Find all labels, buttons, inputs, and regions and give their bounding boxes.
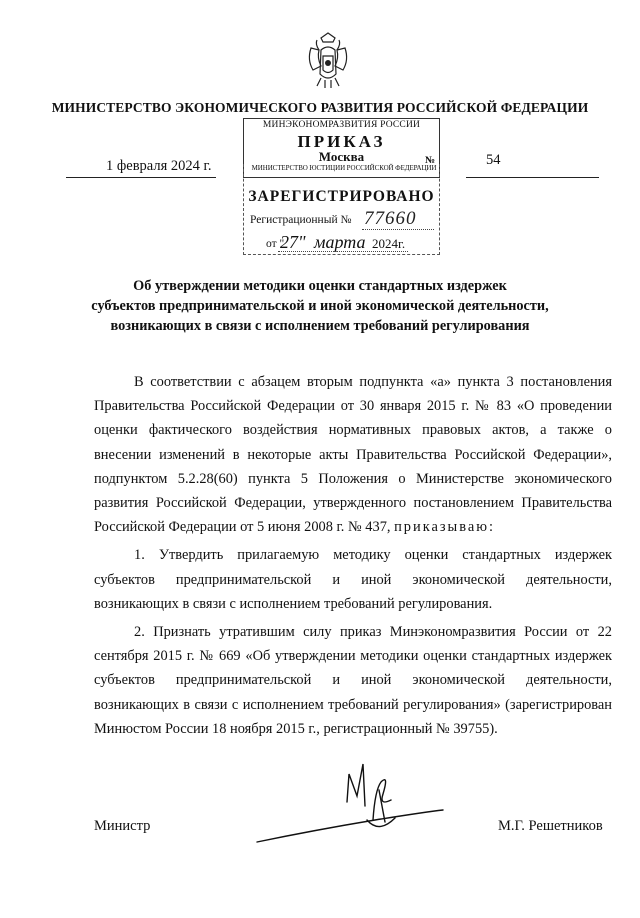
registration-date-year: 2024г. [372,236,406,251]
date-underline [66,177,216,178]
registration-number-line [362,229,434,230]
signer-name: М.Г. Решетников [498,818,603,834]
number-underline [466,177,599,178]
ministry-name: МИНИСТЕРСТВО ЭКОНОМИЧЕСКОГО РАЗВИТИЯ РОССИЙСКОЙ ФЕДЕРАЦИИ [51,100,589,115]
clause-1: 1. Утвердить прилагаемую методику оценки стандартных издержек субъектов предпринимательской и иной экономической деятельности, возникающих в связи с исполнением требований регулирования. [94,547,612,612]
registration-date-prefix: от " [266,238,285,250]
order-word: приказываю: [394,519,495,536]
registration-stamp-ministry: МИНИСТЕРСТВО ЮСТИЦИИ РОССИЙСКОЙ ФЕДЕРАЦИИ [251,164,437,172]
registration-number-label: Регистрационный № [250,214,352,226]
signer-position: Министр [94,818,151,834]
coat-of-arms-icon [303,30,353,92]
order-date: 1 февраля 2024 г. [106,158,212,174]
preamble-paragraph [94,370,612,539]
order-stamp-city: Москва [318,149,365,164]
document-title [0,276,640,336]
order-stamp-ministry: МИНЭКОНОМРАЗВИТИЯ РОССИИ [262,120,421,130]
registration-date-month: марта [314,232,366,252]
registration-date-line [278,251,408,252]
title-line: субъектов предпринимательской и иной экономической деятельности, [91,298,549,314]
clause-2: 2. Признать утратившим силу приказ Минэкономразвития России от 22 сентября 2015 г. № 669 «Об утверждении методики оценки стандартных издержек субъектов предпринимательской и иной экономической деятельности, возникающих в связи с исполнением требований регулирования» (зарегистрирован Минюстом России 18 ноября 2015 г., регистрационный № 39755). [94,624,612,737]
preamble-text: В соответствии с абзацем вторым подпункта «а» пункта 3 постановления Правительства Российской Федерации от 30 января 2015 г. № 83 «О проведении оценки фактического воздействия нормативных правовых актов, а также о внесении изменений в некоторые акты Правительства Российской Федерации», подпунктом 5.2.28(60) пункта 5 Положения о Министерстве экономического развития Российской Федерации, утвержденного постановлением Правительства Российской Федерации от 5 июня 2008 г. № 437, [94,374,612,536]
registration-number-value: 77660 [364,208,417,229]
order-stamp-number-sign: № [424,155,435,166]
registration-stamp [243,164,440,255]
registration-date-day: 27" [280,232,306,252]
title-line: Об утверждении методики оценки стандартных издержек [133,278,507,294]
title-line: возникающих в связи с исполнением требований регулирования [110,318,530,334]
order-stamp-title: ПРИКАЗ [297,132,386,151]
handwritten-signature [255,760,445,845]
document-body [94,370,612,741]
order-number: 54 [486,152,501,168]
registration-stamp-title: ЗАРЕГИСТРИРОВАНО [248,188,435,205]
